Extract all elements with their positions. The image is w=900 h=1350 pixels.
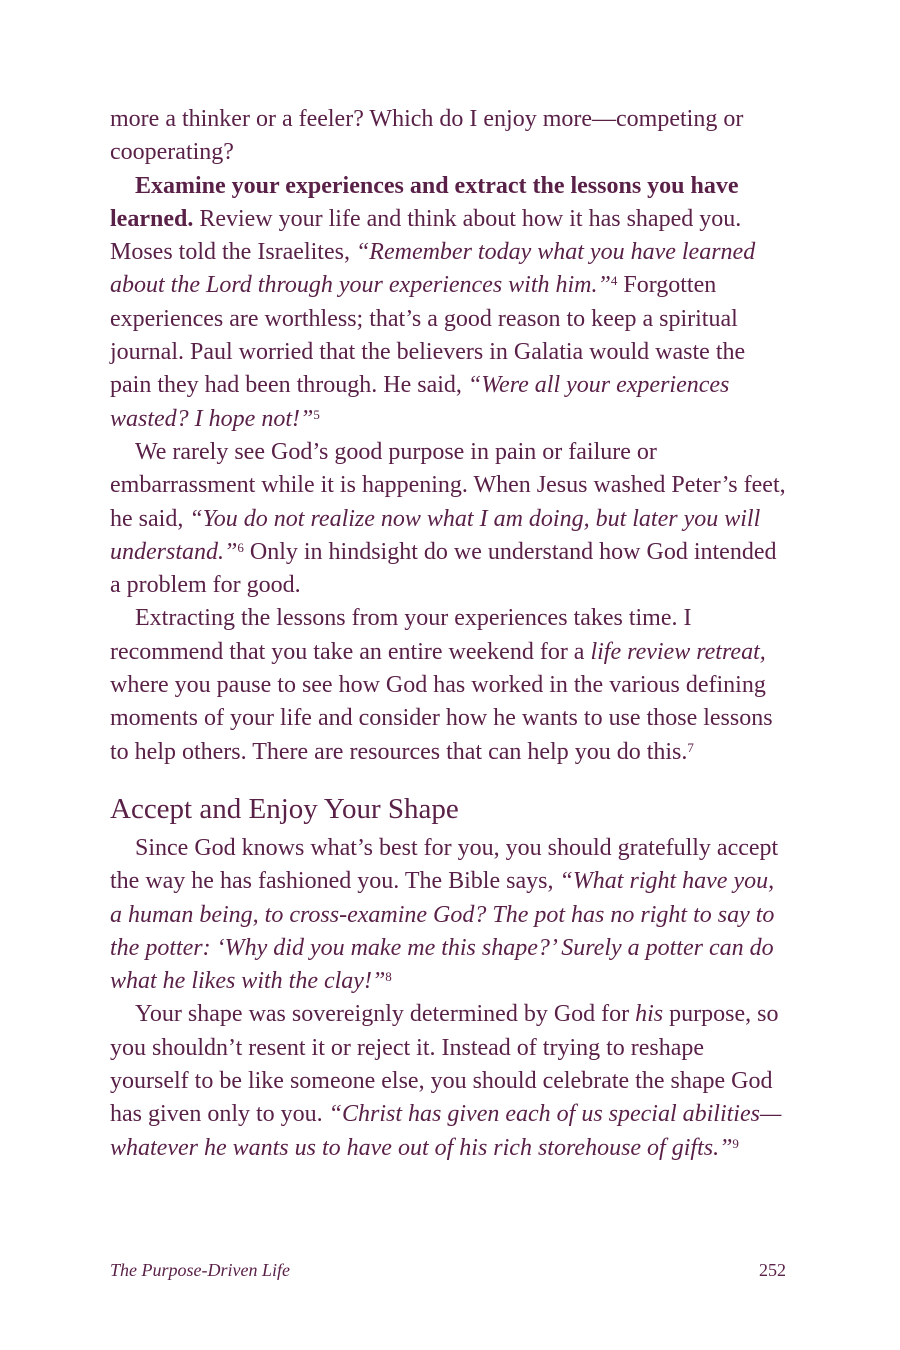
run-in-heading: Examine your experiences and extract the lessons you have learned. <box>110 172 739 232</box>
emphasis-text: his <box>635 1001 664 1028</box>
paragraph-hindsight <box>110 436 786 602</box>
paragraph-text: purpose, so you shouldn’t resent it or reject it. Instead of trying to reshape yourself to be like someone else, you should celebrate the shape God has given only to you. <box>110 1001 779 1128</box>
paragraph-text: Your shape was sovereignly determined by God for <box>135 1001 636 1028</box>
scripture-quote: “You do not realize now what I am doing, but later you will understand.” <box>110 505 761 565</box>
scripture-quote: “Christ has given each of us special abilities—whatever he wants us to have out of his rich storehouse of gifts.” <box>110 1101 782 1161</box>
paragraph-text: Extracting the lessons from your experiences takes time. I recommend that you take an entire weekend for a <box>110 605 692 665</box>
paragraph-text: We rarely see God’s good purpose in pain or failure or embarrassment while it is happening. When Jesus washed Peter’s feet, he said, <box>110 438 786 532</box>
scripture-quote: “What right have you, a human being, to cross-examine God? The pot has no right to say to the potter: ‘Why did you make me this shape?’ Surely a potter can do what he likes with the clay!” <box>110 868 775 995</box>
footnote-marker: 6 <box>237 539 244 555</box>
paragraph-continuation <box>110 103 786 170</box>
footnote-marker: 4 <box>610 273 618 289</box>
paragraph-text: Forgotten experiences are worthless; that’s a good reason to keep a spiritual journal. Paul worried that the believers in Galatia would waste the pain they had been through. He said, <box>110 272 746 399</box>
footnote-marker: 7 <box>687 739 694 755</box>
paragraph-text: more a thinker or a feeler? Which do I enjoy more—competing or cooperating? <box>110 106 744 166</box>
book-title: The Purpose-Driven Life <box>110 1260 290 1280</box>
page-number: 252 <box>759 1260 786 1280</box>
paragraph-text: where you pause to see how God has worked in the various defining moments of your life and consider how he wants to use those lessons to help others. There are resources that can help you do this. <box>110 672 773 765</box>
paragraph-text: Since God knows what’s best for you, you should gratefully accept the way he has fashioned you. The Bible says, <box>110 834 779 895</box>
footnote-marker: 9 <box>732 1135 739 1151</box>
paragraph-life-review <box>110 602 786 768</box>
emphasis-text: life review retreat, <box>590 638 766 665</box>
page-body <box>110 103 786 1165</box>
paragraph-examine-experiences <box>110 170 786 436</box>
scripture-quote: “Were all your experiences wasted? I hope not!” <box>110 372 730 432</box>
paragraph-text: Only in hindsight do we understand how God intended a problem for good. <box>110 538 777 599</box>
paragraph-accept-shape <box>110 832 786 998</box>
page-footer <box>110 1258 786 1282</box>
footnote-marker: 8 <box>385 969 392 985</box>
paragraph-text: Review your life and think about how it has shaped you. Moses told the Israelites, <box>110 205 742 266</box>
footnote-marker: 5 <box>313 406 320 422</box>
paragraph-sovereign-shape <box>110 998 786 1164</box>
section-heading: Accept and Enjoy Your Shape <box>110 792 459 825</box>
scripture-quote: “Remember today what you have learned about the Lord through your experiences with him.” <box>110 239 756 299</box>
